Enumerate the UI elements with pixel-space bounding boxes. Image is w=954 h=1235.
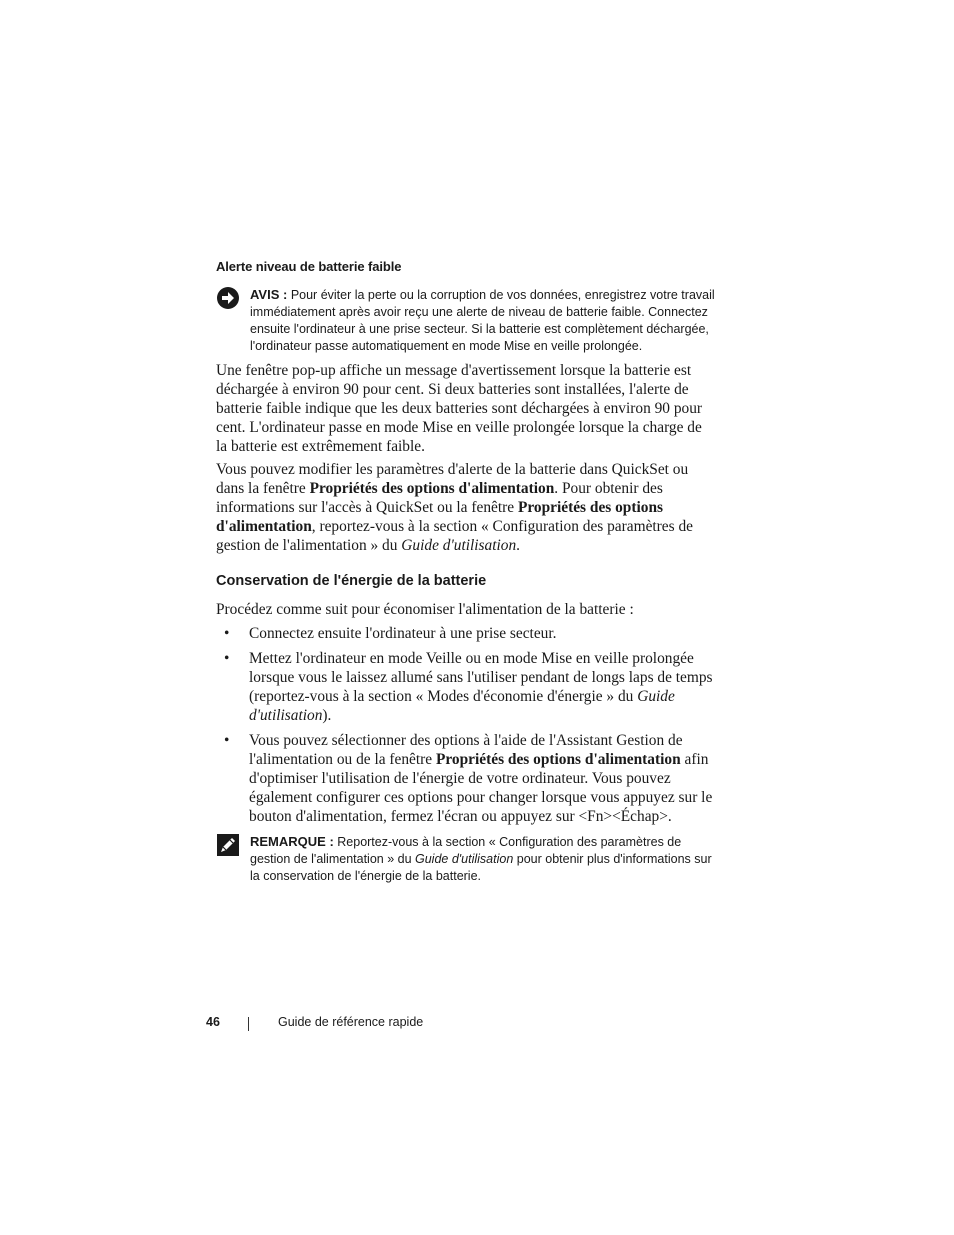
bullet3-text-2: afin d'optimiser l'utilisation de l'énergie de votre ordinateur. Vous pouvez également configurer ces options pour changer lorsque vous appuyez sur le bouton d'alimentation, fermez l'écran ou appuyez sur <Fn><Échap>. xyxy=(249,751,713,825)
para2-text-3: , reportez-vous à la section « Configuration des paramètres de gestion de l'alimentation » du xyxy=(216,518,693,554)
para2-bold-1: Propriétés des options d'alimentation xyxy=(309,480,555,497)
para2-text-2: . Pour obtenir des informations sur l'accès à QuickSet ou la fenêtre xyxy=(216,480,663,516)
list-item xyxy=(216,731,716,826)
paragraph-procedure-intro: Procédez comme suit pour économiser l'alimentation de la batterie : xyxy=(216,601,634,618)
pencil-note-icon xyxy=(216,833,240,857)
bullet3-text-1: Vous pouvez sélectionner des options à l'aide de l'Assistant Gestion de l'alimentation ou de la fenêtre xyxy=(249,732,683,768)
bullet3-bold: Propriétés des options d'alimentation xyxy=(435,751,681,768)
bullet-dot: • xyxy=(224,625,230,642)
remarque-text-1: Reportez-vous à la section « Configuration des paramètres de gestion de l'alimentation » du xyxy=(250,835,682,866)
footer-divider xyxy=(248,1017,249,1031)
bullet-dot: • xyxy=(224,650,230,667)
bullet2-italic: Guide d'utilisation xyxy=(249,688,675,724)
notice-remarque-text xyxy=(250,833,720,885)
bullet-list xyxy=(216,624,716,832)
para2-bold-2: Propriétés des options d'alimentation xyxy=(216,499,664,535)
notice-avis-label: AVIS : xyxy=(250,287,288,302)
notice-remarque xyxy=(216,833,720,885)
para2-italic-1: Guide d'utilisation xyxy=(401,537,517,554)
notice-remarque-label: REMARQUE : xyxy=(250,834,334,849)
bullet-dot: • xyxy=(224,732,230,749)
paragraph-quickset-settings xyxy=(216,460,716,555)
paragraph-popup-warning: Une fenêtre pop-up affiche un message d'avertissement lorsque la batterie est déchargée à environ 90 pour cent. Si deux batteries sont installées, l'alerte de batterie faible indique que les deux batteries sont déchargées à environ 90 pour cent. L'ordinateur passe en mode Mise en veille prolongée lorsque la charge de la batterie est extrêmement faible. xyxy=(216,362,703,455)
bullet1-text: Connectez ensuite l'ordinateur à une prise secteur. xyxy=(249,625,557,642)
notice-avis-text xyxy=(250,286,720,355)
notice-avis xyxy=(216,286,720,355)
remarque-text-2: pour obtenir plus d'informations sur la conservation de l'énergie de la batterie. xyxy=(250,852,712,883)
section-heading-low-battery: Alerte niveau de batterie faible xyxy=(216,259,402,274)
arrow-circle-icon xyxy=(216,286,240,310)
list-item xyxy=(216,649,716,725)
footer-title: Guide de référence rapide xyxy=(278,1015,424,1029)
bullet2-text-1: Mettez l'ordinateur en mode Veille ou en mode Mise en veille prolongée lorsque vous le laissez allumé sans l'utiliser pendant de longs laps de temps (reportez-vous à la section « Modes d'économie d'énergie » du xyxy=(249,650,713,705)
para2-text-1: Vous pouvez modifier les paramètres d'alerte de la batterie dans QuickSet ou dans la fenêtre xyxy=(216,461,689,497)
list-item xyxy=(216,624,716,643)
bullet2-text-2: ). xyxy=(322,707,332,724)
para2-text-4: . xyxy=(516,537,521,554)
page-number: 46 xyxy=(206,1015,220,1029)
section-heading-conservation: Conservation de l'énergie de la batterie xyxy=(216,573,487,589)
notice-avis-body: Pour éviter la perte ou la corruption de vos données, enregistrez votre travail immédiatement après avoir reçu une alerte de niveau de batterie faible. Connectez ensuite l'ordinateur à une prise secteur. Si la batterie est complètement déchargée, l'ordinateur passe automatiquement en mode Mise en veille prolongée. xyxy=(250,288,715,353)
remarque-italic: Guide d'utilisation xyxy=(415,852,514,866)
